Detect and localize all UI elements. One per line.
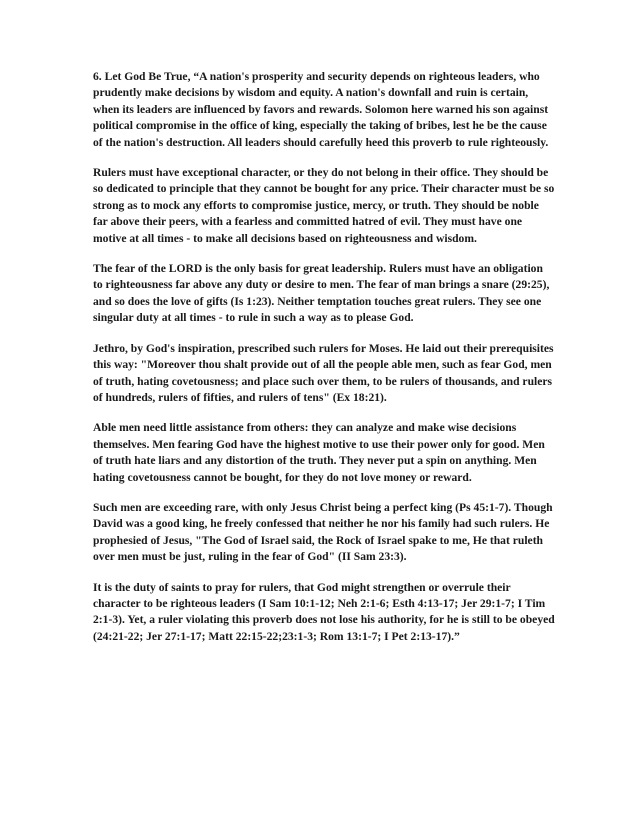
paragraph-5: Able men need little assistance from others: they can analyze and make wise decisions themselves. Men fearing God have the highest motive to use their power only for good. Men of truth hate liars and any distortion of the truth. They never put a spin on anything. Men hating covetousness cannot be bought, for they do not love money or reward. — [93, 421, 545, 484]
document-page — [93, 69, 555, 659]
paragraph-1: 6. Let God Be True, “A nation's prosperity and security depends on righteous leaders, who prudently make decisions by wisdom and equity. A nation's downfall and ruin is certain, when its leaders are influenced by favors and rewards. Solomon here warned his son against political compromise in the office of king, especially the taking of bribes, lest he be the cause of the nation's destruction. All leaders should carefully heed this proverb to rule righteously. — [93, 70, 549, 149]
paragraph-2: Rulers must have exceptional character, or they do not belong in their office. They should be so dedicated to principle that they cannot be bought for any price. Their character must be so strong as to mock any efforts to compromise justice, mercy, or truth. They should be noble far above their peers, with a fearless and committed hatred of evil. They must have one motive at all times - to make all decisions based on righteousness and wisdom. — [93, 166, 555, 245]
paragraph-4: Jethro, by God's inspiration, prescribed such rulers for Moses. He laid out their prerequisites this way: "Moreover thou shalt provide out of all the people able men, such as fear God, men of truth, hating covetousness; and place such over them, to be rulers of thousands, and rulers of hundreds, rulers of fifties, and rulers of tens" (Ex 18:21). — [93, 341, 554, 404]
paragraph-3: The fear of the LORD is the only basis for great leadership. Rulers must have an obligation to righteousness far above any duty or desire to men. The fear of man brings a snare (29:25), and so does the love of gifts (Is 1:23). Neither temptation touches great rulers. They see one singular duty at all times - to rule in such a way as to please God. — [93, 262, 550, 325]
paragraph-6: Such men are exceeding rare, with only Jesus Christ being a perfect king (Ps 45:1-7). Though David was a good king, he freely confessed that neither he nor his family had such rulers. He prophesied of Jesus, "The God of Israel said, the Rock of Israel spake to me, He that ruleth over men must be just, ruling in the fear of God" (II Sam 23:3). — [93, 500, 553, 564]
paragraph-7: It is the duty of saints to pray for rulers, that God might strengthen or overrule their character to be righteous leaders (I Sam 10:1-12; Neh 2:1-6; Esth 4:13-17; Jer 29:1-7; I Tim 2:1-3). Yet, a ruler violating this proverb does not lose his authority, for he is still to be obeyed (24:21-22; Jer 27:1-17; Matt 22:15-22;23:1-3; Rom 13:1-7; I Pet 2:13-17).” — [93, 580, 555, 643]
